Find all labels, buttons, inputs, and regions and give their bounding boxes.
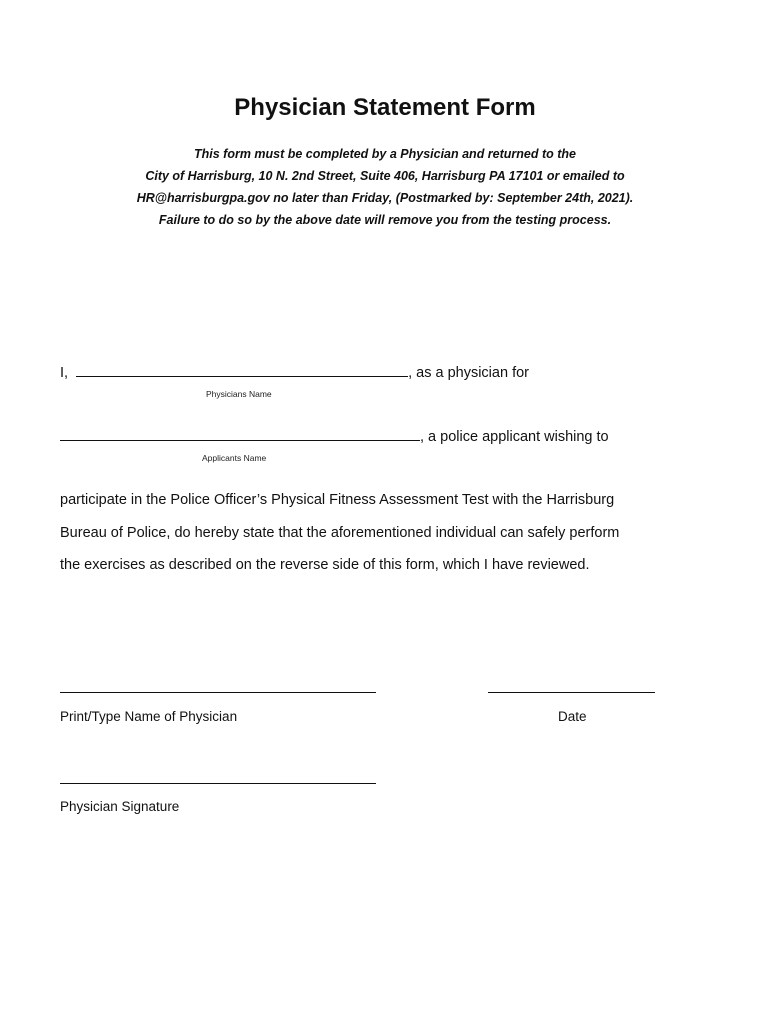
intro-line-1: This form must be completed by a Physician and returned to the: [193, 147, 576, 161]
applicant-name-row: [60, 428, 609, 445]
page-title: Physician Statement Form: [234, 94, 536, 121]
intro-instructions: [0, 143, 770, 231]
applicant-name-field[interactable]: [60, 428, 420, 441]
statement-line-1: participate in the Police Officer’s Physical Fitness Assessment Test with the Harrisburg: [60, 492, 615, 508]
signature-label: Physician Signature: [60, 799, 180, 814]
physician-row-suffix: , as a physician for: [408, 365, 529, 381]
statement-line-3: the exercises as described on the reverse side of this form, which I have reviewed.: [60, 557, 590, 573]
date-label: Date: [558, 709, 587, 724]
physician-name-caption: Physicians Name: [206, 389, 272, 399]
physician-name-row: [60, 364, 529, 381]
applicant-row-suffix: , a police applicant wishing to: [420, 429, 609, 445]
intro-line-3: HR@harrisburgpa.gov no later than Friday, (Postmarked by: September 24th, 2021).: [136, 191, 634, 205]
statement-line-2: Bureau of Police, do hereby state that the aforementioned individual can safely perform: [60, 524, 620, 541]
applicant-name-caption: Applicants Name: [202, 453, 267, 463]
print-name-label: Print/Type Name of Physician: [60, 709, 238, 724]
statement-paragraph: [60, 484, 700, 582]
intro-line-2: City of Harrisburg, 10 N. 2nd Street, Suite 406, Harrisburg PA 17101 or emailed to: [145, 169, 625, 183]
intro-line-4: Failure to do so by the above date will remove you from the testing process.: [158, 213, 612, 227]
physician-name-field[interactable]: [76, 364, 408, 377]
date-line[interactable]: [488, 692, 655, 693]
signature-line[interactable]: [60, 783, 376, 784]
print-name-line[interactable]: [60, 692, 376, 693]
physician-row-prefix: I,: [60, 365, 69, 381]
